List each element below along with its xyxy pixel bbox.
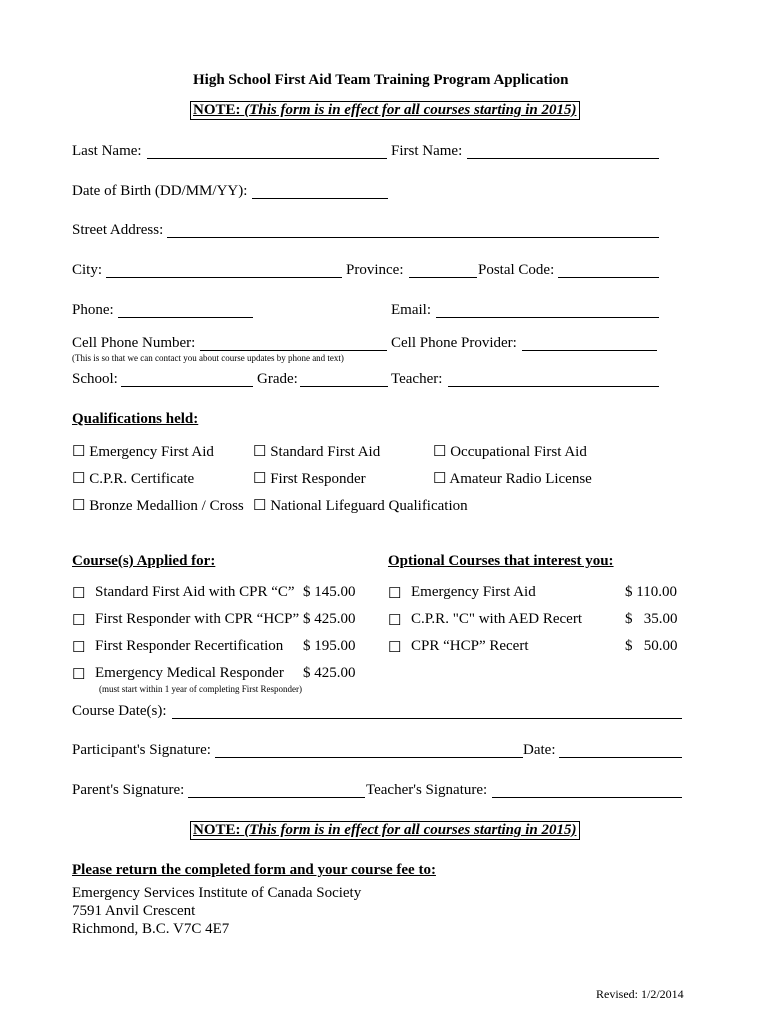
form-title: High School First Aid Team Training Program Application [193,72,569,88]
phone-label: Phone: [72,302,114,318]
checkbox-icon[interactable]: ☐ [253,444,267,460]
revised-date: Revised: 1/2/2014 [596,987,684,1001]
optional-course-price: $ 35.00 [625,611,678,627]
optional-cpr-c-aed[interactable] [388,611,401,630]
participant-signature-label: Participant's Signature: [72,742,211,758]
qual-bronze-medallion[interactable] [72,496,244,515]
qual-national-lifeguard[interactable] [253,496,468,515]
course-name: First Responder Recertification [95,638,284,654]
qual-label: First Responder [270,471,366,487]
emr-note: (must start within 1 year of completing First Responder) [99,684,302,694]
optional-emergency-first-aid[interactable] [388,584,401,603]
first-name-field[interactable] [467,158,659,159]
qual-label: C.P.R. Certificate [89,471,195,487]
phone-field[interactable] [118,317,253,318]
course-dates-label: Course Date(s): [72,703,167,719]
return-city: Richmond, B.C. V7C 4E7 [72,921,230,937]
courses-heading: Course(s) Applied for: [72,553,216,569]
return-street: 7591 Anvil Crescent [72,903,196,919]
cell-provider-field[interactable] [522,350,657,351]
optional-course-name: C.P.R. "C" with AED Recert [411,611,582,627]
teacher-signature-field[interactable] [492,797,682,798]
checkbox-icon[interactable]: ☐ [72,613,86,629]
note-text: (This form is in effect for all courses starting in 2015) [244,102,577,118]
last-name-label: Last Name: [72,143,142,159]
postal-field[interactable] [558,277,659,278]
checkbox-icon[interactable]: ☐ [433,444,447,460]
course-standard-first-aid[interactable] [72,584,85,603]
cell-field[interactable] [200,350,387,351]
postal-label: Postal Code: [478,262,555,278]
optional-course-price: $ 50.00 [625,638,678,654]
qual-label: Standard First Aid [270,444,381,460]
checkbox-icon[interactable]: ☐ [253,498,267,514]
course-name: Emergency Medical Responder [95,665,284,681]
dob-field[interactable] [252,198,388,199]
note-label: NOTE: [193,102,241,118]
course-price: $ 195.00 [303,638,356,654]
qual-first-responder[interactable] [253,469,366,488]
optional-course-name: Emergency First Aid [411,584,536,600]
checkbox-icon[interactable]: ☐ [72,667,86,683]
email-field[interactable] [436,317,659,318]
optional-course-name: CPR “HCP” Recert [411,638,529,654]
cell-note: (This is so that we can contact you about course updates by phone and text) [72,353,344,363]
course-name: Standard First Aid with CPR “C” [95,584,295,600]
qual-label: Bronze Medallion / Cross [89,498,244,514]
qual-standard-first-aid[interactable] [253,442,380,461]
course-first-responder-recert[interactable] [72,638,85,657]
optional-courses-heading: Optional Courses that interest you: [388,553,614,569]
course-name: First Responder with CPR “HCP” [95,611,300,627]
checkbox-icon[interactable]: ☐ [72,498,86,514]
qual-label: Amateur Radio License [449,471,592,487]
course-price: $ 425.00 [303,611,356,627]
teacher-label: Teacher: [391,371,443,387]
qualifications-heading: Qualifications held: [72,411,199,427]
course-price: $ 145.00 [303,584,356,600]
note-bottom [190,821,580,840]
note-label: NOTE: [193,822,241,838]
participant-signature-field[interactable] [215,757,523,758]
city-label: City: [72,262,103,278]
school-label: School: [72,371,118,387]
checkbox-icon[interactable]: ☐ [72,471,86,487]
qual-emergency-first-aid[interactable] [72,442,214,461]
course-dates-field[interactable] [172,718,682,719]
street-field[interactable] [167,237,659,238]
note-text: (This form is in effect for all courses starting in 2015) [244,822,577,838]
return-heading: Please return the completed form and your course fee to: [72,862,436,878]
checkbox-icon[interactable]: ☐ [388,640,402,656]
cell-label: Cell Phone Number: [72,335,196,351]
qual-label: Occupational First Aid [450,444,587,460]
province-field[interactable] [409,277,477,278]
street-label: Street Address: [72,222,164,238]
city-field[interactable] [106,277,342,278]
checkbox-icon[interactable]: ☐ [72,586,86,602]
last-name-field[interactable] [147,158,387,159]
checkbox-icon[interactable]: ☐ [388,613,402,629]
note-top [190,101,580,120]
parent-signature-label: Parent's Signature: [72,782,185,798]
course-price: $ 425.00 [303,665,356,681]
optional-course-price: $ 110.00 [625,584,677,600]
school-field[interactable] [121,386,253,387]
course-first-responder[interactable] [72,611,85,630]
province-label: Province: [346,262,404,278]
teacher-signature-label: Teacher's Signature: [366,782,488,798]
cell-provider-label: Cell Phone Provider: [391,335,517,351]
checkbox-icon[interactable]: ☐ [72,640,86,656]
checkbox-icon[interactable]: ☐ [388,586,402,602]
return-org: Emergency Services Institute of Canada Society [72,885,362,901]
qual-label: Emergency First Aid [89,444,214,460]
dob-label: Date of Birth (DD/MM/YY): [72,183,248,199]
date-field[interactable] [559,757,682,758]
qual-amateur-radio-license[interactable] [433,469,592,488]
first-name-label: First Name: [391,143,463,159]
checkbox-icon[interactable]: ☐ [72,444,86,460]
checkbox-icon[interactable]: ☐ [433,471,447,487]
qual-occupational-first-aid[interactable] [433,442,587,461]
teacher-field[interactable] [448,386,659,387]
date-label: Date: [523,742,556,758]
grade-field[interactable] [300,386,388,387]
course-emr[interactable] [72,665,85,684]
grade-label: Grade: [257,371,298,387]
parent-signature-field[interactable] [188,797,365,798]
checkbox-icon[interactable]: ☐ [253,471,267,487]
optional-cpr-hcp[interactable] [388,638,401,657]
qual-cpr-certificate[interactable] [72,469,194,488]
email-label: Email: [391,302,431,318]
qual-label: National Lifeguard Qualification [270,498,468,514]
